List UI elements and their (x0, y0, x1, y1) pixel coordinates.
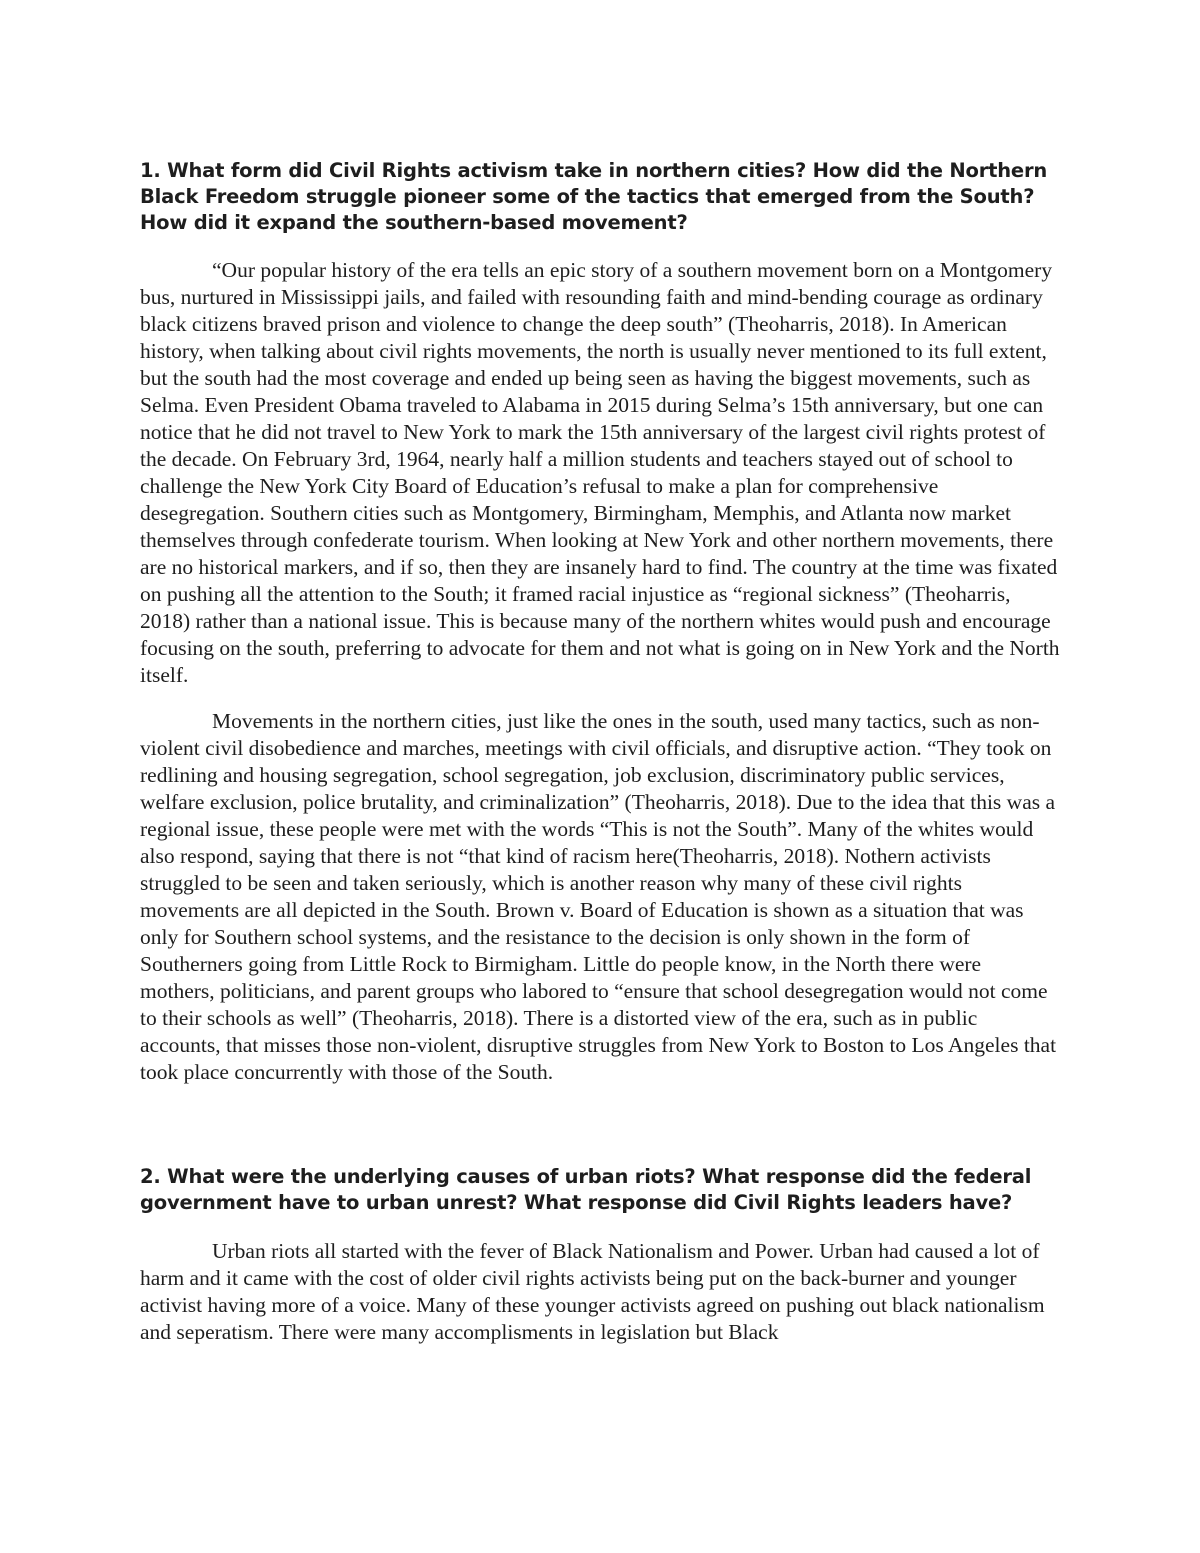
answer-1-paragraph-2: Movements in the northern cities, just like the ones in the south, used many tactics, such as non-violent civil disobedience and marches, meetings with civil officials, and disruptive action. “They took on redlining and housing segregation, school segregation, job exclusion, discriminatory public services, welfare exclusion, police brutality, and criminalization” (Theoharris, 2018). Due to the idea that this was a regional issue, these people were met with the words “This is not the South”. Many of the whites would also respond, saying that there is not “that kind of racism here(Theoharris, 2018). Nothern activists struggled to be seen and taken seriously, which is another reason why many of these civil rights movements are all depicted in the South. Brown v. Board of Education is shown as a situation that was only for Southern school systems, and the resistance to the decision is only shown in the form of Southerners going from Little Rock to Birmigham. Little do people know, in the North there were mothers, politicians, and parent groups who labored to “ensure that school desegregation would not come to their schools as well” (Theoharris, 2018). There is a distorted view of the era, such as in public accounts, that misses those non-violent, disruptive struggles from New York to Boston to Los Angeles that took place concurrently with those of the South. (140, 709, 1057, 1084)
answer-1-paragraph-1: “Our popular history of the era tells an epic story of a southern movement born on a Montgomery bus, nurtured in Mississippi jails, and failed with resounding faith and mind-bending courage as ordinary black citizens braved prison and violence to change the deep south” (Theoharris, 2018). In American history, when talking about civil rights movements, the north is usually never mentioned to its full extent, but the south had the most coverage and ended up being seen as having the biggest movements, such as Selma. Even President Obama traveled to Alabama in 2015 during Selma’s 15th anniversary, but one can notice that he did not travel to New York to mark the 15th anniversary of the largest civil rights protest of the decade. On February 3rd, 1964, nearly half a million students and teachers stayed out of school to challenge the New York City Board of Education’s refusal to make a plan for comprehensive desegregation. Southern cities such as Montgomery, Birmingham, Memphis, and Atlanta now market themselves through confederate tourism. When looking at New York and other northern movements, there are no historical markers, and if so, then they are insanely hard to find. The country at the time was fixated on pushing all the attention to the South; it framed racial injustice as “regional sickness” (Theoharris, 2018) rather than a national issue. This is because many of the northern whites would push and encourage focusing on the south, preferring to advocate for them and not what is going on in New York and the North itself. (140, 258, 1060, 687)
question-2-heading: 2. What were the underlying causes of urban riots? What response did the federal government have to urban unrest? What response did Civil Rights leaders have? (140, 1165, 1032, 1214)
question-1-heading: 1. What form did Civil Rights activism take in northern cities? How did the Northern Black Freedom struggle pioneer some of the tactics that emerged from the South? How did it expand the southern-based movement? (140, 159, 1048, 234)
answer-2-paragraph-1: Urban riots all started with the fever of Black Nationalism and Power. Urban had caused a lot of harm and it came with the cost of older civil rights activists being put on the back-burner and younger activist having more of a voice. Many of these younger activists agreed on pushing out black nationalism and seperatism. There were many accomplisments in legislation but Black (140, 1239, 1045, 1344)
document-page (140, 158, 1060, 1346)
